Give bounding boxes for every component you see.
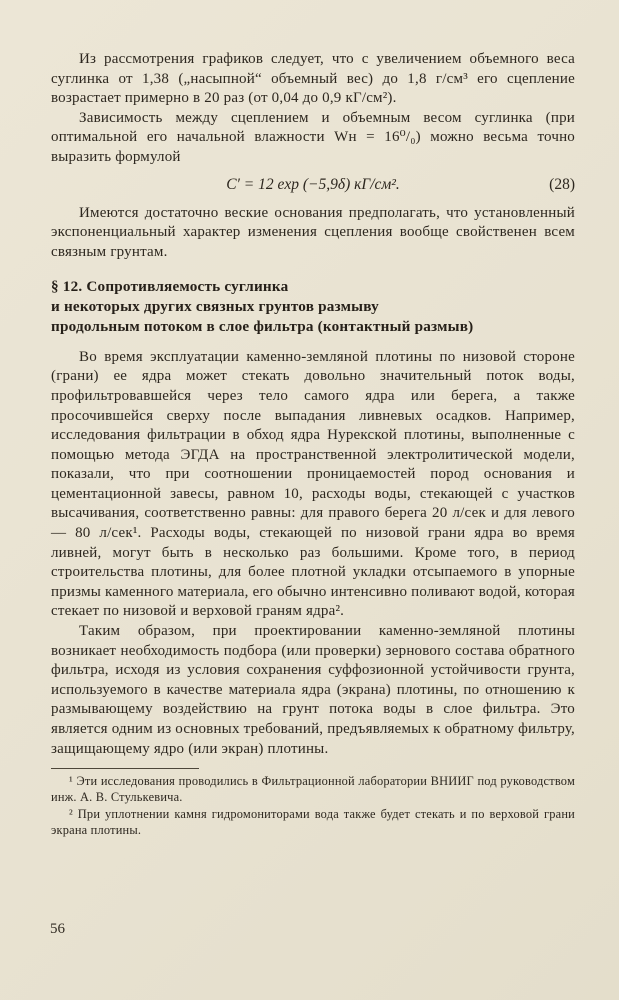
- paragraph-graphs-conclusion: Из рассмотрения графиков следует, что с увеличением объемного веса суглинка от 1,38 („насыпной“ объемный вес) до 1,8 г/см³ его сцепление возрастает примерно в 20 раз (от 0,04 до 0,9 кГ/см²).: [51, 51, 575, 107]
- text-block: [51, 50, 575, 839]
- equation-28: [51, 175, 575, 195]
- paragraph-exponential-character: Имеются достаточно веские основания предполагать, что установленный экспоненциальный характер изменения сцепления вообще свойственен всем связным грунтам.: [51, 204, 575, 260]
- section-heading-line-3: продольным потоком в слое фильтра (контактный размыв): [51, 317, 474, 335]
- section-heading-12: [51, 277, 575, 336]
- paragraph-dam-operation: Во время эксплуатации каменно-земляной плотины по низовой стороне (грани) ее ядра может стекать довольно значительный поток воды, профильтровавшейся через тело самого ядра или берега, а также просочившейся сверху после выпадания ливневых осадков. Например, исследования фильтрации в обход ядра Нурекской плотины, выполненные с помощью метода ЭГДА на пространственной электролитической модели, показали, что при соотношении проницаемостей пород основания и цементационной завесы, равном 10, расходы воды, стекающей с участков высачивания, соответственно равны: для правого берега 20 л/сек и для левого — 80 л/сек¹. Расходы воды, стекающей по низовой грани ядра во время ливней, могут быть в несколько раз большими. Кроме того, в период строительства плотины, для более плотной укладки отсыпаемого в упорные призмы каменного материала, его обычно интенсивно поливают водой, которая стекает по низовой и верховой граням ядра².: [51, 348, 575, 620]
- section-heading-line-1: § 12. Сопротивляемость суглинка: [51, 278, 289, 296]
- paragraph-dependency-formula-intro: Зависимость между сцеплением и объемным весом суглинка (при оптимальной его начальной влажности Wн = 16⁰/₀) можно весьма точно выразить формулой: [51, 109, 575, 165]
- equation-number: (28): [549, 175, 575, 193]
- equation-body: C′ = 12 exp (−5,9δ) кГ/см².: [226, 175, 400, 193]
- page-number: 56: [50, 921, 65, 937]
- footnote-1: ¹ Эти исследования проводились в Фильтрационной лаборатории ВНИИГ под руководством инж. А. В. Стулькевича.: [51, 774, 575, 804]
- paragraph-filter-design: Таким образом, при проектировании каменно-земляной плотины возникает необходимость подбора (или проверки) зернового состава обратного фильтра, исходя из условия сохранения суффозионной устойчивости грунта, используемого в качестве материала ядра (экрана) плотины, по отношению к размывающему воздействию на грунт потока воды в слое фильтра. Это является одним из основных требований, предъявляемых к обратному фильтру, защищающему ядро (или экран) плотины.: [51, 623, 575, 757]
- section-heading-line-2: и некоторых других связных грунтов размыву: [51, 298, 379, 316]
- footnote-divider: [51, 768, 199, 769]
- footnote-2: ² При уплотнении камня гидромониторами вода также будет стекать и по верховой грани экрана плотины.: [51, 806, 575, 837]
